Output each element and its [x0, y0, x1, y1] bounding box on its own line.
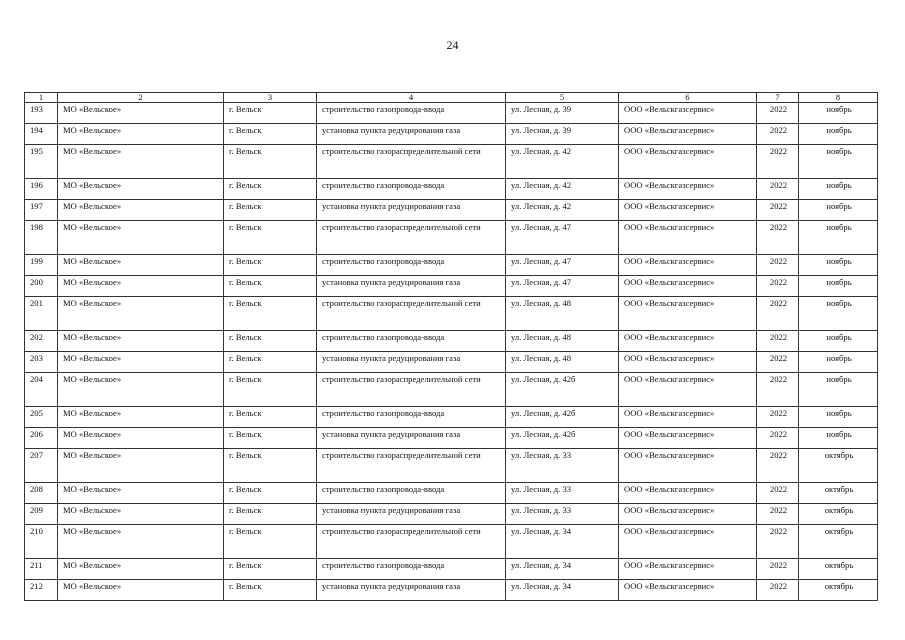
municipality-cell: МО «Вельское»: [58, 297, 224, 331]
municipality-cell: МО «Вельское»: [58, 449, 224, 483]
table-row: [25, 255, 878, 276]
town-cell: г. Вельск: [224, 352, 317, 373]
column-number: 5: [506, 93, 619, 103]
address-cell: ул. Лесная, д. 48: [506, 297, 619, 331]
organization-cell: ООО «Вельскгазсервис»: [619, 352, 757, 373]
row-number: 212: [25, 580, 58, 601]
row-number: 206: [25, 428, 58, 449]
work-type-cell: строительство газопровода-ввода: [317, 407, 506, 428]
column-number: 7: [757, 93, 799, 103]
work-type-cell: строительство газопровода-ввода: [317, 255, 506, 276]
row-number: 207: [25, 449, 58, 483]
organization-cell: ООО «Вельскгазсервис»: [619, 297, 757, 331]
year-cell: 2022: [757, 331, 799, 352]
municipality-cell: МО «Вельское»: [58, 504, 224, 525]
work-type-cell: строительство газопровода-ввода: [317, 331, 506, 352]
year-cell: 2022: [757, 200, 799, 221]
row-number: 198: [25, 221, 58, 255]
month-cell: октябрь: [799, 525, 878, 559]
row-number: 197: [25, 200, 58, 221]
organization-cell: ООО «Вельскгазсервис»: [619, 559, 757, 580]
month-cell: ноябрь: [799, 407, 878, 428]
month-cell: ноябрь: [799, 276, 878, 297]
organization-cell: ООО «Вельскгазсервис»: [619, 255, 757, 276]
page-number: 24: [446, 38, 459, 52]
row-number: 196: [25, 179, 58, 200]
month-cell: октябрь: [799, 483, 878, 504]
year-cell: 2022: [757, 483, 799, 504]
municipality-cell: МО «Вельское»: [58, 483, 224, 504]
table-row: [25, 407, 878, 428]
town-cell: г. Вельск: [224, 124, 317, 145]
year-cell: 2022: [757, 580, 799, 601]
row-number: 204: [25, 373, 58, 407]
year-cell: 2022: [757, 407, 799, 428]
town-cell: г. Вельск: [224, 580, 317, 601]
work-type-cell: строительство газопровода-ввода: [317, 559, 506, 580]
row-number: 209: [25, 504, 58, 525]
organization-cell: ООО «Вельскгазсервис»: [619, 221, 757, 255]
work-type-cell: строительство газораспределительной сети: [317, 373, 506, 407]
column-number: 8: [799, 93, 878, 103]
organization-cell: ООО «Вельскгазсервис»: [619, 483, 757, 504]
address-cell: ул. Лесная, д. 39: [506, 103, 619, 124]
town-cell: г. Вельск: [224, 103, 317, 124]
row-number: 210: [25, 525, 58, 559]
municipality-cell: МО «Вельское»: [58, 428, 224, 449]
municipality-cell: МО «Вельское»: [58, 407, 224, 428]
organization-cell: ООО «Вельскгазсервис»: [619, 200, 757, 221]
column-number: 4: [317, 93, 506, 103]
table-row: [25, 297, 878, 331]
row-number: 211: [25, 559, 58, 580]
address-cell: ул. Лесная, д. 39: [506, 124, 619, 145]
organization-cell: ООО «Вельскгазсервис»: [619, 124, 757, 145]
municipality-cell: МО «Вельское»: [58, 124, 224, 145]
organization-cell: ООО «Вельскгазсервис»: [619, 103, 757, 124]
town-cell: г. Вельск: [224, 297, 317, 331]
table-row: [25, 179, 878, 200]
organization-cell: ООО «Вельскгазсервис»: [619, 179, 757, 200]
town-cell: г. Вельск: [224, 221, 317, 255]
table-row: [25, 124, 878, 145]
month-cell: ноябрь: [799, 200, 878, 221]
table-row: [25, 276, 878, 297]
column-number-row: [25, 93, 878, 103]
work-type-cell: установка пункта редуцирования газа: [317, 580, 506, 601]
table-header: [25, 93, 878, 103]
town-cell: г. Вельск: [224, 145, 317, 179]
work-type-cell: установка пункта редуцирования газа: [317, 124, 506, 145]
table-row: [25, 200, 878, 221]
municipality-cell: МО «Вельское»: [58, 200, 224, 221]
work-type-cell: установка пункта редуцирования газа: [317, 200, 506, 221]
municipality-cell: МО «Вельское»: [58, 352, 224, 373]
address-cell: ул. Лесная, д. 47: [506, 255, 619, 276]
year-cell: 2022: [757, 103, 799, 124]
column-number: 1: [25, 93, 58, 103]
organization-cell: ООО «Вельскгазсервис»: [619, 504, 757, 525]
month-cell: ноябрь: [799, 103, 878, 124]
work-type-cell: установка пункта редуцирования газа: [317, 428, 506, 449]
year-cell: 2022: [757, 276, 799, 297]
year-cell: 2022: [757, 297, 799, 331]
municipality-cell: МО «Вельское»: [58, 179, 224, 200]
month-cell: ноябрь: [799, 352, 878, 373]
column-number: 3: [224, 93, 317, 103]
address-cell: ул. Лесная, д. 48: [506, 331, 619, 352]
month-cell: ноябрь: [799, 331, 878, 352]
municipality-cell: МО «Вельское»: [58, 559, 224, 580]
town-cell: г. Вельск: [224, 525, 317, 559]
work-type-cell: строительство газопровода-ввода: [317, 483, 506, 504]
year-cell: 2022: [757, 179, 799, 200]
table-row: [25, 525, 878, 559]
month-cell: октябрь: [799, 504, 878, 525]
town-cell: г. Вельск: [224, 331, 317, 352]
row-number: 203: [25, 352, 58, 373]
address-cell: ул. Лесная, д. 34: [506, 580, 619, 601]
address-cell: ул. Лесная, д. 42б: [506, 407, 619, 428]
municipality-cell: МО «Вельское»: [58, 276, 224, 297]
row-number: 205: [25, 407, 58, 428]
table-row: [25, 373, 878, 407]
organization-cell: ООО «Вельскгазсервис»: [619, 331, 757, 352]
work-type-cell: строительство газораспределительной сети: [317, 145, 506, 179]
municipality-cell: МО «Вельское»: [58, 580, 224, 601]
year-cell: 2022: [757, 525, 799, 559]
month-cell: ноябрь: [799, 145, 878, 179]
organization-cell: ООО «Вельскгазсервис»: [619, 428, 757, 449]
row-number: 202: [25, 331, 58, 352]
work-type-cell: установка пункта редуцирования газа: [317, 276, 506, 297]
work-type-cell: установка пункта редуцирования газа: [317, 352, 506, 373]
month-cell: ноябрь: [799, 179, 878, 200]
address-cell: ул. Лесная, д. 47: [506, 276, 619, 297]
table-row: [25, 449, 878, 483]
table-row: [25, 331, 878, 352]
year-cell: 2022: [757, 221, 799, 255]
column-number: 6: [619, 93, 757, 103]
municipality-cell: МО «Вельское»: [58, 525, 224, 559]
month-cell: октябрь: [799, 559, 878, 580]
table-row: [25, 559, 878, 580]
address-cell: ул. Лесная, д. 48: [506, 352, 619, 373]
year-cell: 2022: [757, 255, 799, 276]
month-cell: ноябрь: [799, 373, 878, 407]
month-cell: ноябрь: [799, 297, 878, 331]
town-cell: г. Вельск: [224, 179, 317, 200]
year-cell: 2022: [757, 504, 799, 525]
month-cell: ноябрь: [799, 124, 878, 145]
town-cell: г. Вельск: [224, 407, 317, 428]
town-cell: г. Вельск: [224, 255, 317, 276]
table-row: [25, 145, 878, 179]
town-cell: г. Вельск: [224, 504, 317, 525]
town-cell: г. Вельск: [224, 428, 317, 449]
address-cell: ул. Лесная, д. 33: [506, 504, 619, 525]
address-cell: ул. Лесная, д. 42б: [506, 373, 619, 407]
address-cell: ул. Лесная, д. 33: [506, 483, 619, 504]
town-cell: г. Вельск: [224, 373, 317, 407]
address-cell: ул. Лесная, д. 42б: [506, 428, 619, 449]
table-row: [25, 103, 878, 124]
work-type-cell: строительство газораспределительной сети: [317, 297, 506, 331]
month-cell: ноябрь: [799, 428, 878, 449]
municipality-cell: МО «Вельское»: [58, 255, 224, 276]
row-number: 201: [25, 297, 58, 331]
month-cell: октябрь: [799, 580, 878, 601]
month-cell: октябрь: [799, 449, 878, 483]
work-type-cell: строительство газораспределительной сети: [317, 221, 506, 255]
municipality-cell: МО «Вельское»: [58, 103, 224, 124]
year-cell: 2022: [757, 352, 799, 373]
municipality-cell: МО «Вельское»: [58, 145, 224, 179]
address-cell: ул. Лесная, д. 42: [506, 179, 619, 200]
row-number: 195: [25, 145, 58, 179]
row-number: 193: [25, 103, 58, 124]
work-type-cell: строительство газораспределительной сети: [317, 449, 506, 483]
municipality-cell: МО «Вельское»: [58, 373, 224, 407]
year-cell: 2022: [757, 373, 799, 407]
work-type-cell: строительство газопровода-ввода: [317, 103, 506, 124]
organization-cell: ООО «Вельскгазсервис»: [619, 580, 757, 601]
table-row: [25, 221, 878, 255]
month-cell: ноябрь: [799, 221, 878, 255]
organization-cell: ООО «Вельскгазсервис»: [619, 525, 757, 559]
address-cell: ул. Лесная, д. 42: [506, 145, 619, 179]
table-row: [25, 428, 878, 449]
town-cell: г. Вельск: [224, 449, 317, 483]
row-number: 208: [25, 483, 58, 504]
year-cell: 2022: [757, 145, 799, 179]
year-cell: 2022: [757, 559, 799, 580]
month-cell: ноябрь: [799, 255, 878, 276]
address-cell: ул. Лесная, д. 47: [506, 221, 619, 255]
work-type-cell: строительство газопровода-ввода: [317, 179, 506, 200]
year-cell: 2022: [757, 449, 799, 483]
table-row: [25, 483, 878, 504]
row-number: 194: [25, 124, 58, 145]
address-cell: ул. Лесная, д. 33: [506, 449, 619, 483]
table-row: [25, 352, 878, 373]
organization-cell: ООО «Вельскгазсервис»: [619, 449, 757, 483]
address-cell: ул. Лесная, д. 34: [506, 525, 619, 559]
table-row: [25, 580, 878, 601]
organization-cell: ООО «Вельскгазсервис»: [619, 145, 757, 179]
table-row: [25, 504, 878, 525]
municipality-cell: МО «Вельское»: [58, 331, 224, 352]
organization-cell: ООО «Вельскгазсервис»: [619, 276, 757, 297]
organization-cell: ООО «Вельскгазсервис»: [619, 373, 757, 407]
address-cell: ул. Лесная, д. 42: [506, 200, 619, 221]
organization-cell: ООО «Вельскгазсервис»: [619, 407, 757, 428]
work-type-cell: установка пункта редуцирования газа: [317, 504, 506, 525]
table-body: [25, 103, 878, 601]
town-cell: г. Вельск: [224, 483, 317, 504]
row-number: 199: [25, 255, 58, 276]
schedule-table: [24, 92, 878, 601]
municipality-cell: МО «Вельское»: [58, 221, 224, 255]
town-cell: г. Вельск: [224, 559, 317, 580]
year-cell: 2022: [757, 428, 799, 449]
town-cell: г. Вельск: [224, 200, 317, 221]
year-cell: 2022: [757, 124, 799, 145]
address-cell: ул. Лесная, д. 34: [506, 559, 619, 580]
column-number: 2: [58, 93, 224, 103]
work-type-cell: строительство газораспределительной сети: [317, 525, 506, 559]
town-cell: г. Вельск: [224, 276, 317, 297]
row-number: 200: [25, 276, 58, 297]
